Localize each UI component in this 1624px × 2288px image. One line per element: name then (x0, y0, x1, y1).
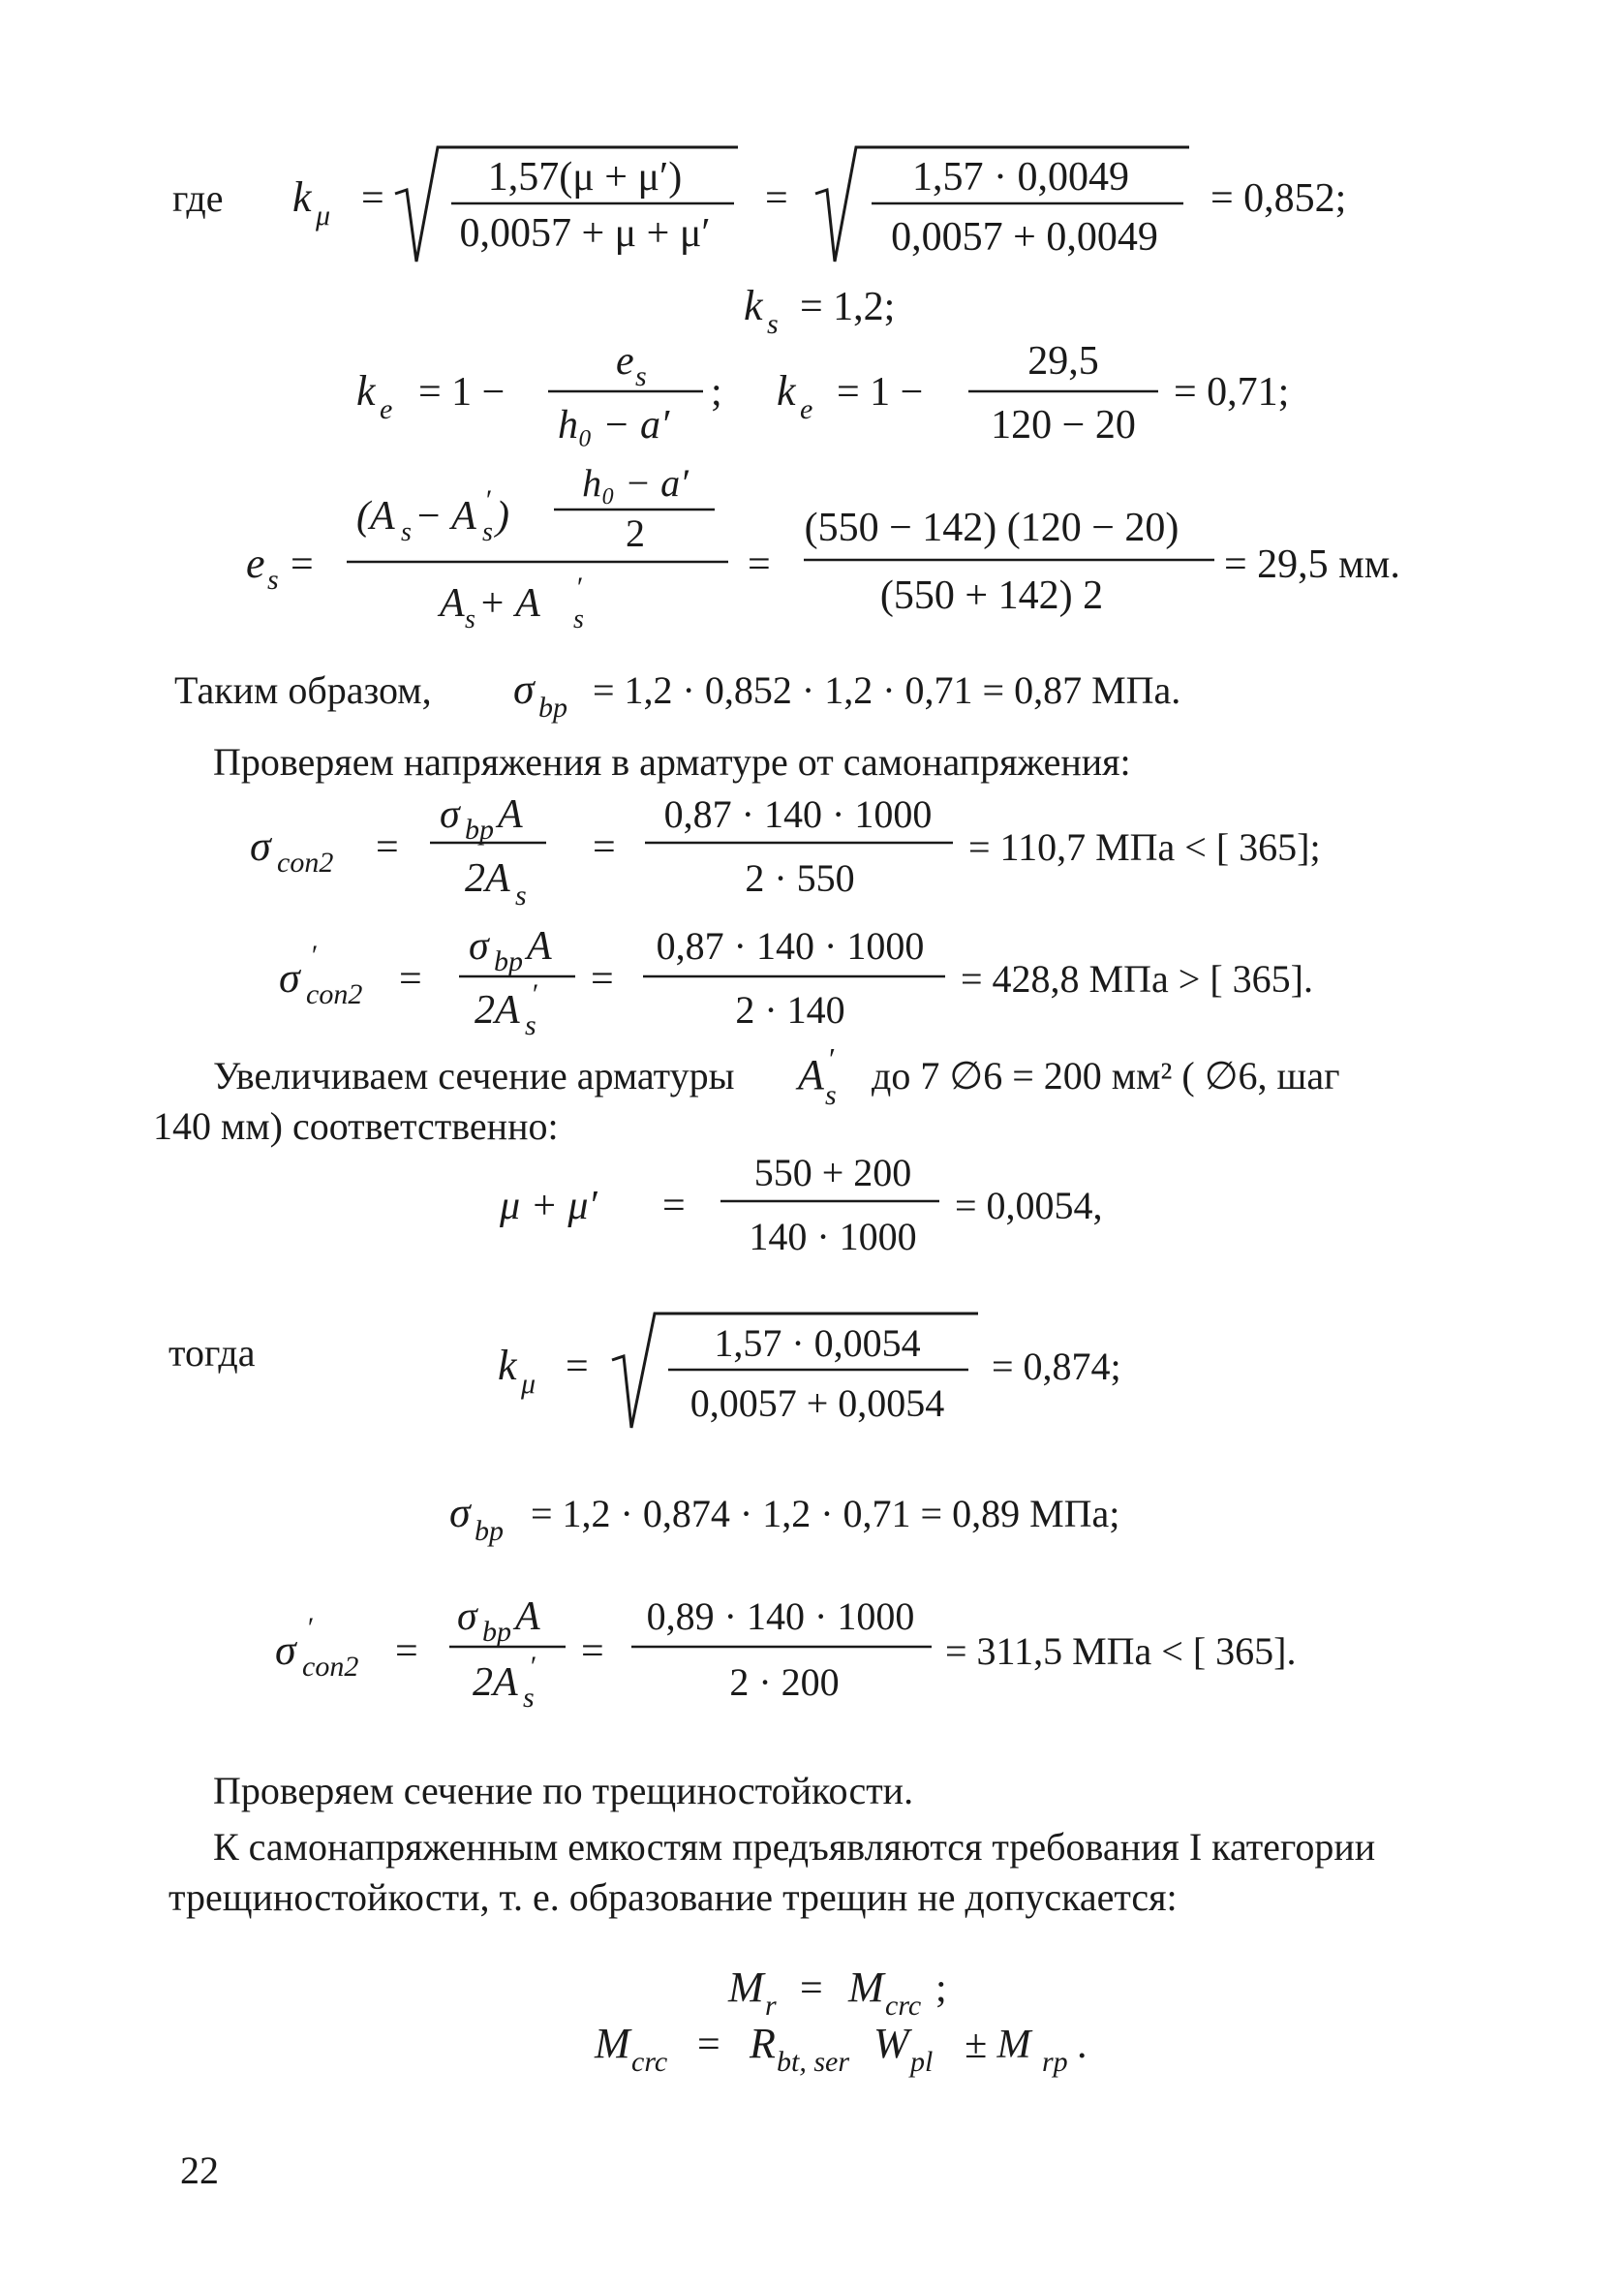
denominator-subscript: s (515, 880, 527, 912)
result: = 110,7 МПа < [ 365]; (968, 825, 1321, 869)
k-s-subscript: s (767, 308, 779, 340)
k-mu-symbol: k (498, 1342, 517, 1389)
sigma-subscript: con2 (277, 847, 334, 879)
lead-text: тогда (169, 1331, 256, 1375)
sigma-superscript: ′ (310, 940, 317, 972)
numerator-subscript: bp (494, 945, 523, 977)
result: = 0,71; (1174, 370, 1290, 415)
fraction-denominator: (550 + 142) 2 (879, 573, 1104, 618)
eq-sigma-con2 (250, 792, 1321, 912)
numerator-sigma: σ (457, 1594, 477, 1639)
M-subscript: r (765, 1990, 777, 2022)
numerator-tail: A (527, 924, 552, 969)
R-symbol: R (750, 2020, 776, 2067)
fraction-denominator: 0,0057 + 0,0054 (689, 1381, 945, 1425)
equals-sign: = (291, 542, 314, 587)
sigma-symbol: σ (250, 822, 271, 870)
sigma-bp-value: = 1,2 · 0,874 · 1,2 · 0,71 = 0,89 МПа; (531, 1492, 1120, 1535)
numerator-tail: A (498, 792, 523, 837)
eq-sigma-con2-prime (279, 924, 1313, 1041)
subscript: s (573, 604, 584, 634)
equals-sign: = (591, 957, 614, 1002)
fraction-numerator: 1,57 · 0,0054 (714, 1321, 921, 1365)
equals-sign: = (581, 1629, 604, 1674)
k-mu-subscript: μ (316, 200, 331, 232)
fraction-denominator: 120 − 20 (991, 403, 1136, 448)
result: = 0,874; (992, 1345, 1121, 1388)
paragraph-requirements-line2: трещиностойкости, т. е. образование трещин не допускается: (169, 1875, 1178, 1919)
k-e-subscript: e (380, 393, 393, 425)
eq-k-e (356, 339, 1289, 448)
fraction-numerator: (550 − 142) (120 − 20) (804, 506, 1180, 550)
equals-sign: = (800, 1966, 823, 2011)
inner-numerator: h₀ − a′ (582, 461, 689, 505)
numerator-subscript: bp (465, 814, 494, 846)
numerator-part: − A (414, 494, 476, 539)
sigma-symbol: σ (275, 1626, 296, 1674)
denominator-subscript: s (525, 1009, 536, 1041)
M-subscript: crc (885, 1990, 922, 2022)
one-minus: = 1 − (418, 370, 506, 415)
M-symbol: M (728, 1963, 764, 2011)
denominator-part: + A (478, 581, 540, 626)
separator: ; (711, 370, 722, 415)
numerator-part: (A (356, 494, 395, 539)
subscript: s (482, 517, 493, 547)
numerator-tail: A (515, 1594, 540, 1639)
eq-k-mu-2 (169, 1314, 1121, 1428)
semicolon: ; (935, 1966, 947, 2011)
equals-sign: = (765, 176, 788, 221)
equals-sign: = (662, 1184, 686, 1228)
fraction-denominator: 2A (475, 988, 520, 1033)
sigma-subscript: bp (475, 1515, 504, 1547)
paragraph-text: 140 мм) соответственно: (153, 1104, 559, 1148)
k-mu-subscript: μ (521, 1368, 536, 1400)
eq-e-s (246, 461, 1400, 634)
denominator-subscript: s (523, 1682, 535, 1714)
k-s-value: = 1,2; (800, 285, 896, 329)
paragraph-text: Увеличиваем сечение арматуры (213, 1054, 735, 1098)
e-s-symbol: e (246, 540, 265, 587)
eq-M-crc (594, 2020, 1088, 2078)
sigma-bp-value: = 1,2 · 0,852 · 1,2 · 0,71 = 0,87 МПа. (593, 668, 1181, 712)
fraction-numerator: 0,87 · 140 · 1000 (663, 792, 933, 836)
eq-sigma-bp-1 (174, 665, 1180, 724)
k-e-symbol: k (777, 367, 796, 415)
k-mu-symbol: k (292, 173, 312, 221)
k-e-subscript: e (800, 393, 813, 425)
fraction-numerator: 550 + 200 (753, 1151, 912, 1194)
M-symbol: M (848, 1963, 884, 2011)
fraction-denominator: 2 · 550 (745, 856, 855, 900)
e-s-subscript: s (267, 564, 279, 596)
equals-sign: = (395, 1629, 418, 1674)
fraction-denominator: 2A (465, 856, 510, 901)
result: = 29,5 мм. (1224, 542, 1400, 587)
paragraph-increase (153, 1041, 1340, 1148)
numerator-sigma: σ (440, 792, 460, 837)
eq-k-mu-1 (172, 147, 1346, 262)
lead-text: Таким образом, (174, 668, 432, 712)
fraction-denominator: 2 · 200 (729, 1660, 840, 1704)
fraction-denominator: 2 · 140 (735, 988, 845, 1032)
eq-mu-sum (499, 1151, 1103, 1258)
denominator-superscript: ′ (531, 978, 537, 1010)
symbol-superscript: ′ (827, 1041, 834, 1076)
equals-sign: = (399, 957, 422, 1002)
equals-sign: = (593, 825, 616, 870)
k-s-symbol: k (744, 282, 763, 329)
fraction-numerator: 29,5 (1027, 339, 1099, 384)
superscript: ′ (575, 572, 582, 603)
W-subscript: pl (910, 2046, 934, 2078)
result: = 0,0054, (955, 1184, 1103, 1227)
M-subscript: crc (631, 2046, 668, 2078)
M-symbol: M (595, 2020, 630, 2067)
equals-sign: = (697, 2023, 720, 2067)
paragraph-check-stress: Проверяем напряжения в арматуре от самонапряжения: (213, 740, 1131, 784)
numerator-part: ) (496, 494, 509, 539)
eq-k-s (744, 282, 895, 340)
subscript: s (465, 604, 475, 634)
equals-sign: = (748, 542, 771, 587)
fraction-numerator: e (616, 339, 634, 384)
sigma-symbol: σ (449, 1489, 471, 1536)
fraction-denominator: h₀ − a′ (558, 403, 670, 448)
fraction-denominator: 0,0057 + μ + μ′ (459, 211, 711, 256)
fraction-numerator: 1,57(μ + μ′) (487, 155, 683, 200)
sigma-symbol: σ (513, 665, 535, 713)
sigma-symbol: σ (279, 954, 300, 1002)
mu-sum-lhs: μ + μ′ (500, 1184, 598, 1228)
R-subscript: bt, ser (777, 2046, 849, 2078)
superscript: ′ (484, 484, 491, 516)
numerator-sigma: σ (469, 924, 489, 969)
result: = 428,8 МПа > [ 365]. (961, 957, 1313, 1001)
denominator-superscript: ′ (529, 1651, 536, 1683)
fraction-denominator: 0,0057 + 0,0049 (891, 215, 1158, 260)
period: . (1077, 2023, 1088, 2067)
paragraph-requirements-line1: К самонапряженным емкостям предъявляются требования I категории (213, 1825, 1376, 1869)
sigma-subscript: bp (538, 692, 567, 724)
equals-sign: = (566, 1345, 589, 1389)
page-number: 22 (180, 2149, 219, 2192)
fraction-numerator: 0,87 · 140 · 1000 (656, 924, 925, 968)
denominator-part: A (440, 581, 465, 626)
k-e-symbol: k (356, 367, 376, 415)
numerator-subscript: s (635, 360, 647, 392)
symbol-subscript: s (825, 1079, 837, 1111)
one-minus: = 1 − (837, 370, 924, 415)
eq-sigma-con2-prime-2 (275, 1594, 1296, 1714)
sigma-superscript: ′ (306, 1612, 313, 1644)
fraction-numerator: 1,57 · 0,0049 (912, 155, 1129, 200)
inner-denominator: 2 (626, 511, 645, 555)
numerator-subscript: bp (482, 1616, 511, 1648)
symbol-A: A (798, 1051, 824, 1098)
eq-M-r (727, 1963, 947, 2022)
eq-lead-gde: где (172, 176, 224, 220)
subscript: s (401, 517, 412, 547)
M-subscript: rp (1042, 2046, 1068, 2078)
paragraph-text: до 7 ∅6 = 200 мм² ( ∅6, шаг (872, 1054, 1340, 1098)
pm-M: ± M (965, 2023, 1031, 2067)
eq-sigma-bp-2 (449, 1489, 1119, 1547)
result: = 0,852; (1210, 176, 1347, 221)
fraction-numerator: 0,89 · 140 · 1000 (646, 1594, 915, 1638)
paragraph-crack-check: Проверяем сечение по трещиностойкости. (213, 1769, 914, 1812)
sigma-subscript: con2 (302, 1651, 359, 1683)
sigma-subscript: con2 (306, 978, 363, 1010)
result: = 311,5 МПа < [ 365]. (945, 1629, 1297, 1673)
equals-sign: = (376, 825, 399, 870)
fraction-denominator: 2A (473, 1660, 518, 1705)
fraction-denominator: 140 · 1000 (749, 1215, 917, 1258)
W-symbol: W (873, 2020, 909, 2067)
equals-sign: = (361, 176, 384, 221)
